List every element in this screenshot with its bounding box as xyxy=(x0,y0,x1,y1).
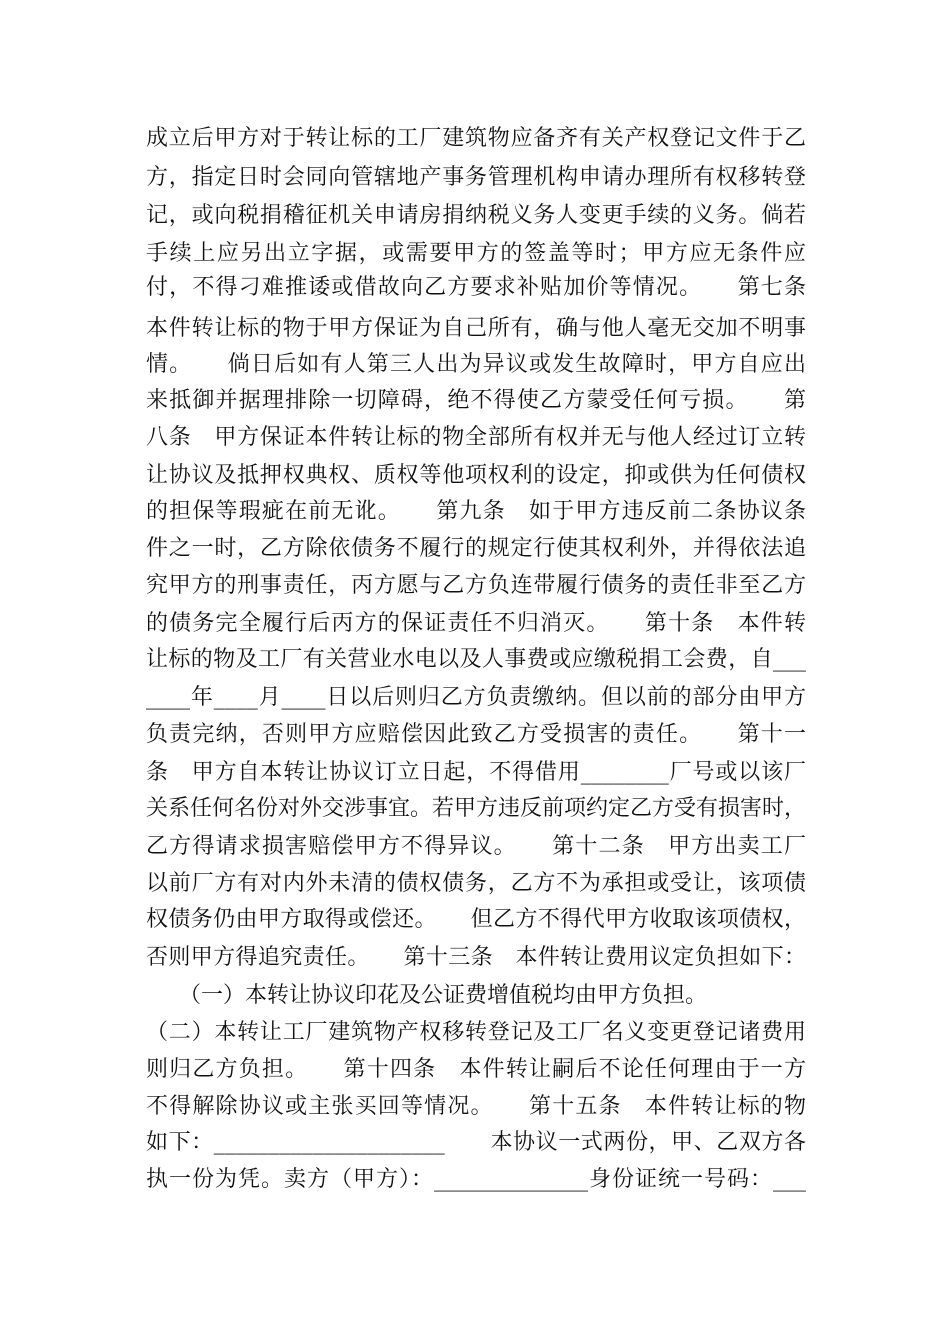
text-line: 的担保等瑕疵在前无讹。 第九条 如于甲方违反前二条协议条 xyxy=(146,499,806,524)
text-line: 记，或向税捐稽征机关申请房捐纳税义务人变更手续的义务。倘若 xyxy=(146,203,806,228)
text-line: 究甲方的刑事责任，丙方愿与乙方负连带履行债务的责任非至乙方 xyxy=(146,573,806,598)
text-line: ____年____月____日以后则归乙方负责缴纳。但以前的部分由甲方 xyxy=(146,685,806,710)
text-line: 来抵御并据理排除一切障碍，绝不得使乙方蒙受任何亏损。 第 xyxy=(146,388,806,413)
text-line: 件之一时，乙方除依债务不履行的规定行使其权利外，并得依法追 xyxy=(146,536,806,561)
text-line: 付，不得刁难推诿或借故向乙方要求补贴加价等情况。 第七条 xyxy=(146,275,806,300)
text-line: 情。 倘日后如有人第三人出为异议或发生故障时，甲方自应出 xyxy=(146,352,806,377)
text-line: 负责完纳，否则甲方应赔偿因此致乙方受损害的责任。 第十一 xyxy=(146,722,806,747)
text-line: 关系任何名份对外交涉事宜。若甲方违反前项约定乙方受有损害时， xyxy=(146,796,806,821)
text-line: 权债务仍由甲方取得或偿还。 但乙方不得代甲方收取该项债权， xyxy=(146,907,806,932)
text-line: 不得解除协议或主张买回等情况。 第十五条 本件转让标的物 xyxy=(146,1094,806,1119)
text-line: 八条 甲方保证本件转让标的物全部所有权并无与他人经过订立转 xyxy=(146,425,806,450)
text-line: 乙方得请求损害赔偿甲方不得异议。 第十二条 甲方出卖工厂 xyxy=(146,834,806,859)
text-line: 条 甲方自本转让协议订立日起，不得借用________厂号或以该厂 xyxy=(146,760,806,785)
text-line: 让标的物及工厂有关营业水电以及人事费或应缴税捐工会费，自___ xyxy=(146,647,806,672)
text-line: 手续上应另出立字据，或需要甲方的签盖等时；甲方应无条件应 xyxy=(146,241,806,266)
text-line: 以前厂方有对内外未清的债权债务，乙方不为承担或受让，该项债 xyxy=(146,871,806,896)
text-line: （一）本转让协议印花及公证费增值税均由甲方负担。 xyxy=(146,983,708,1008)
text-line: 方，指定日时会同向管辖地产事务管理机构申请办理所有权移转登 xyxy=(146,165,806,190)
text-line: 如下：_____________________ 本协议一式两份，甲、乙双方各 xyxy=(146,1130,806,1155)
text-line: （二）本转让工厂建筑物产权移转登记及工厂名义变更登记诸费用 xyxy=(146,1020,806,1045)
text-line: 本件转让标的物于甲方保证为自己所有，确与他人毫无交加不明事 xyxy=(146,316,806,341)
text-line: 让协议及抵押权典权、质权等他项权利的设定，抑或供为任何债权 xyxy=(146,463,806,488)
text-line: 执一份为凭。卖方（甲方）：______________身份证统一号码：___ xyxy=(146,1167,806,1192)
text-line: 的债务完全履行后丙方的保证责任不归消灭。 第十条 本件转 xyxy=(146,611,806,636)
text-line: 否则甲方得追究责任。 第十三条 本件转让费用议定负担如下： xyxy=(146,945,806,970)
text-line: 成立后甲方对于转让标的工厂建筑物应备齐有关产权登记文件于乙 xyxy=(146,126,806,151)
text-line: 则归乙方负担。 第十四条 本件转让嗣后不论任何理由于一方 xyxy=(146,1057,806,1082)
